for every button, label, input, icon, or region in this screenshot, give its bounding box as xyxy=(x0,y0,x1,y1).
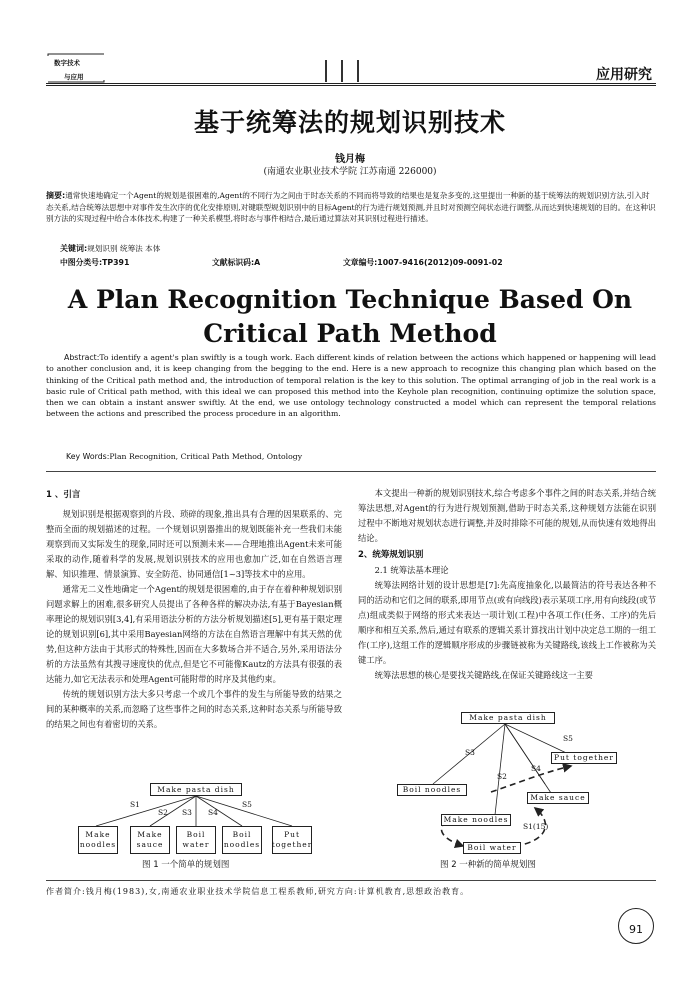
fig2-boil-water: Boil water xyxy=(463,842,521,854)
header-rule xyxy=(46,83,656,84)
fig2-s2: S2 xyxy=(497,772,507,781)
abstract-cn-label: 摘要: xyxy=(46,191,66,200)
title-en-line1: A Plan Recognition Technique Based On xyxy=(67,285,633,314)
fig2-s4: S4 xyxy=(531,764,541,773)
affiliation: (南通农业职业技术学院 江苏南通 226000) xyxy=(263,167,437,177)
fig1-boil-noodles: Boil noodles xyxy=(222,826,262,854)
abstract-en-text: To identify a agent's plan swiftly is a tough work. Each different kinds of relation between the actions which happened or happening will lead to another conclusion and, it is keep changing from the begging to the end. Here is a new approach to recognize this changing plan which based on the thinking of the Critical path method and, the introduction of temporal relation is the key to this solution. The optimal arranging of job in the real work is a basic rule of Critical path method, with this ideal we can proposed this method into the Keyhole plan recognition, continuing optimize the solution space, then we can obtain a instant answer swiftly. At the end, we use ontology technology constructed a model which can represent the temporal relations between the actions and prescribed the process procedure in an algorithm. xyxy=(46,353,656,419)
section-tag: 应用研究 xyxy=(596,67,652,83)
doc-code: 文献标识码:A xyxy=(212,258,261,267)
fig1-make-sauce: Make sauce xyxy=(130,826,170,854)
abstract-cn xyxy=(46,190,656,225)
title-en-line2: Critical Path Method xyxy=(203,319,497,348)
header-rule-2 xyxy=(46,85,656,86)
fig2-s3: S3 xyxy=(465,748,475,757)
fig2-root-node: Make pasta dish xyxy=(461,712,555,724)
right-column xyxy=(358,486,656,683)
figure-2-caption: 图 2 一种新的简单规划图 xyxy=(440,860,536,870)
right-para-0: 本文提出一种新的规划识别技术,综合考虑多个事件之间的时态关系,并结合统筹法思想,对Agent的行为进行规划预测,借助于时态关系,这种规划方法能在识别过程中不断地对规划状态进行调整,并及时排除不可能的规划,从而快速有效地得出结论。 xyxy=(358,488,656,543)
header-bar-1 xyxy=(325,60,327,82)
clc-number: 中图分类号:TP391 xyxy=(60,258,130,267)
figure-1-caption: 图 1 一个简单的规划图 xyxy=(142,860,230,870)
fig1-s1: S1 xyxy=(130,800,140,809)
right-para-1: 统筹法网络计划的设计思想是[7]:先高度抽象化,以最简洁的符号表达各种不同的活动和它们之间的联系,即用节点(或有向线段)表示某项工序,用有向线段(或节点)组成类似于网络的形式来表达一项计划(工程)中各项工作(任务、工序)的先后顺序和相互关系,然后,通过有联系的逻辑关系计算找出计划中决定总工期的一组工作(工序),这组工作的逻辑顺序形成的步骤链被称为关键路线,该线上工作被称为关键工序。 xyxy=(358,580,656,665)
left-para-2: 通常无二义性地确定一个Agent的规划是很困难的,由于存在着种种规划识别问题求解上的困难,很多研究人员提出了各种各样的解决办法,有基于Bayesian概率理论的规划识别[3,4],有采用语法分析的方法分析规划描述[5],更有基于限定理论的规划识别[6],其中采用Bayesian网络的方法在自然语言理解中有其天然的优势,但这种方法由于其形式的特殊性,因而在大多数场合并不适合,另外,采用语法分析的方法虽然有其搜寻速度快的优点,但是它不可能像Kautz的方法具有很强的表达能力,如它无法表示和处理Agent可能附带的时序及其他约束。 xyxy=(46,584,342,684)
keywords-cn-text: 规划识别 统筹法 本体 xyxy=(87,244,161,253)
section-2-heading: 2、统筹规划识别 xyxy=(358,550,424,560)
logo-line2: 与应用 xyxy=(64,73,84,81)
subsection-2-1: 2.1 统筹法基本理论 xyxy=(374,565,449,575)
fig1-s4: S4 xyxy=(208,808,218,817)
abstract-en xyxy=(46,352,656,420)
right-para-2: 统筹法思想的核心是要找关键路线,在保证关键路线这一主要 xyxy=(374,670,593,680)
keywords-cn xyxy=(60,243,160,254)
keywords-en xyxy=(66,452,302,461)
fig1-boil-water: Boil water xyxy=(176,826,216,854)
fig1-make-noodles: Make noodles xyxy=(78,826,118,854)
left-para-3: 传统的规划识别方法大多只考虑一个或几个事件的发生与所能导致的结果之间的某种概率的关系,而忽略了这些事件之间的时态关系,这种时态关系与所能导致的结果之间也有着密切的关系。 xyxy=(46,689,342,729)
logo-line1: 数字技术 xyxy=(54,59,80,67)
figure-1 xyxy=(46,778,342,870)
left-para-1: 规划识别是根据观察到的片段、琐碎的现象,推出具有合理的因果联系的、完整而全面的规划描述的过程。一个规划识别器推出的规划既能补充一些我们未能观察到而又实际发生的现象,同时还可以预测未来——合理地推出Agent未来可能采取的动作,随着科学的发展,规划识别技术的应用也愈加广泛,如在自然语言理解、知识推理、情景演算、安全防范、协同通信[1~3]等技术中的应用。 xyxy=(46,509,342,579)
left-column xyxy=(46,488,342,732)
fig2-s1: S1(15) xyxy=(523,822,549,831)
article-number: 文章编号:1007-9416(2012)09-0091-02 xyxy=(343,258,503,267)
header-bar-2 xyxy=(341,60,343,82)
fig2-make-sauce: Make sauce xyxy=(527,792,589,804)
footnote-rule xyxy=(46,880,656,881)
fig1-s5: S5 xyxy=(242,800,252,809)
section-1-heading: 1 、引言 xyxy=(46,490,81,500)
author-footnote: 作者简介:钱月梅(1983),女,南通农业职业技术学院信息工程系教师,研究方向:计算机教育,思想政治教育。 xyxy=(46,887,470,896)
page-number-badge xyxy=(618,908,654,944)
fig1-s3: S3 xyxy=(182,808,192,817)
fig1-put-together: Put together xyxy=(272,826,312,854)
author: 钱月梅 xyxy=(335,154,365,165)
fig1-s2: S2 xyxy=(158,808,168,817)
fig1-root-node: Make pasta dish xyxy=(150,783,242,796)
page-number: 91 xyxy=(629,923,643,936)
figure-2 xyxy=(395,712,625,856)
fig2-make-noodles: Make noodles xyxy=(441,814,511,826)
title-en xyxy=(0,283,700,351)
abstract-cn-text: 通常快速地确定一个Agent的规划是很困难的,Agent的不同行为之间由于时态关系的不同而将导致的结果也是复杂多变的,这里提出一种新的基于统筹法的规划识别方法,引入时态关系,结合统筹法思想中对事件发生次序的优化安排原则,对键联型规划识别中的目标Agent的行为进行规划预测,并且时对预测空间状态进行调整,从而达到快速规划的目的。在这种识别方法的实现过程中给合本体技术,构建了一种关系模型,将时态与事件相结合,最后通过算法对其识别过程进行描述。 xyxy=(46,191,656,223)
fig2-s5: S5 xyxy=(563,734,573,743)
fig2-boil-noodles: Boil noodles xyxy=(397,784,467,796)
title-cn: 基于统筹法的规划识别技术 xyxy=(193,108,506,137)
header-bar-3 xyxy=(357,60,359,82)
keywords-cn-label: 关键词: xyxy=(60,244,88,253)
section-rule xyxy=(46,471,656,472)
keywords-en-text: Plan Recognition, Critical Path Method, Ontology xyxy=(109,452,303,461)
abstract-en-label: Abstract: xyxy=(64,353,100,362)
journal-logo xyxy=(46,52,106,86)
keywords-en-label: Key Words: xyxy=(66,452,110,461)
fig2-put-together: Put together xyxy=(551,752,617,764)
